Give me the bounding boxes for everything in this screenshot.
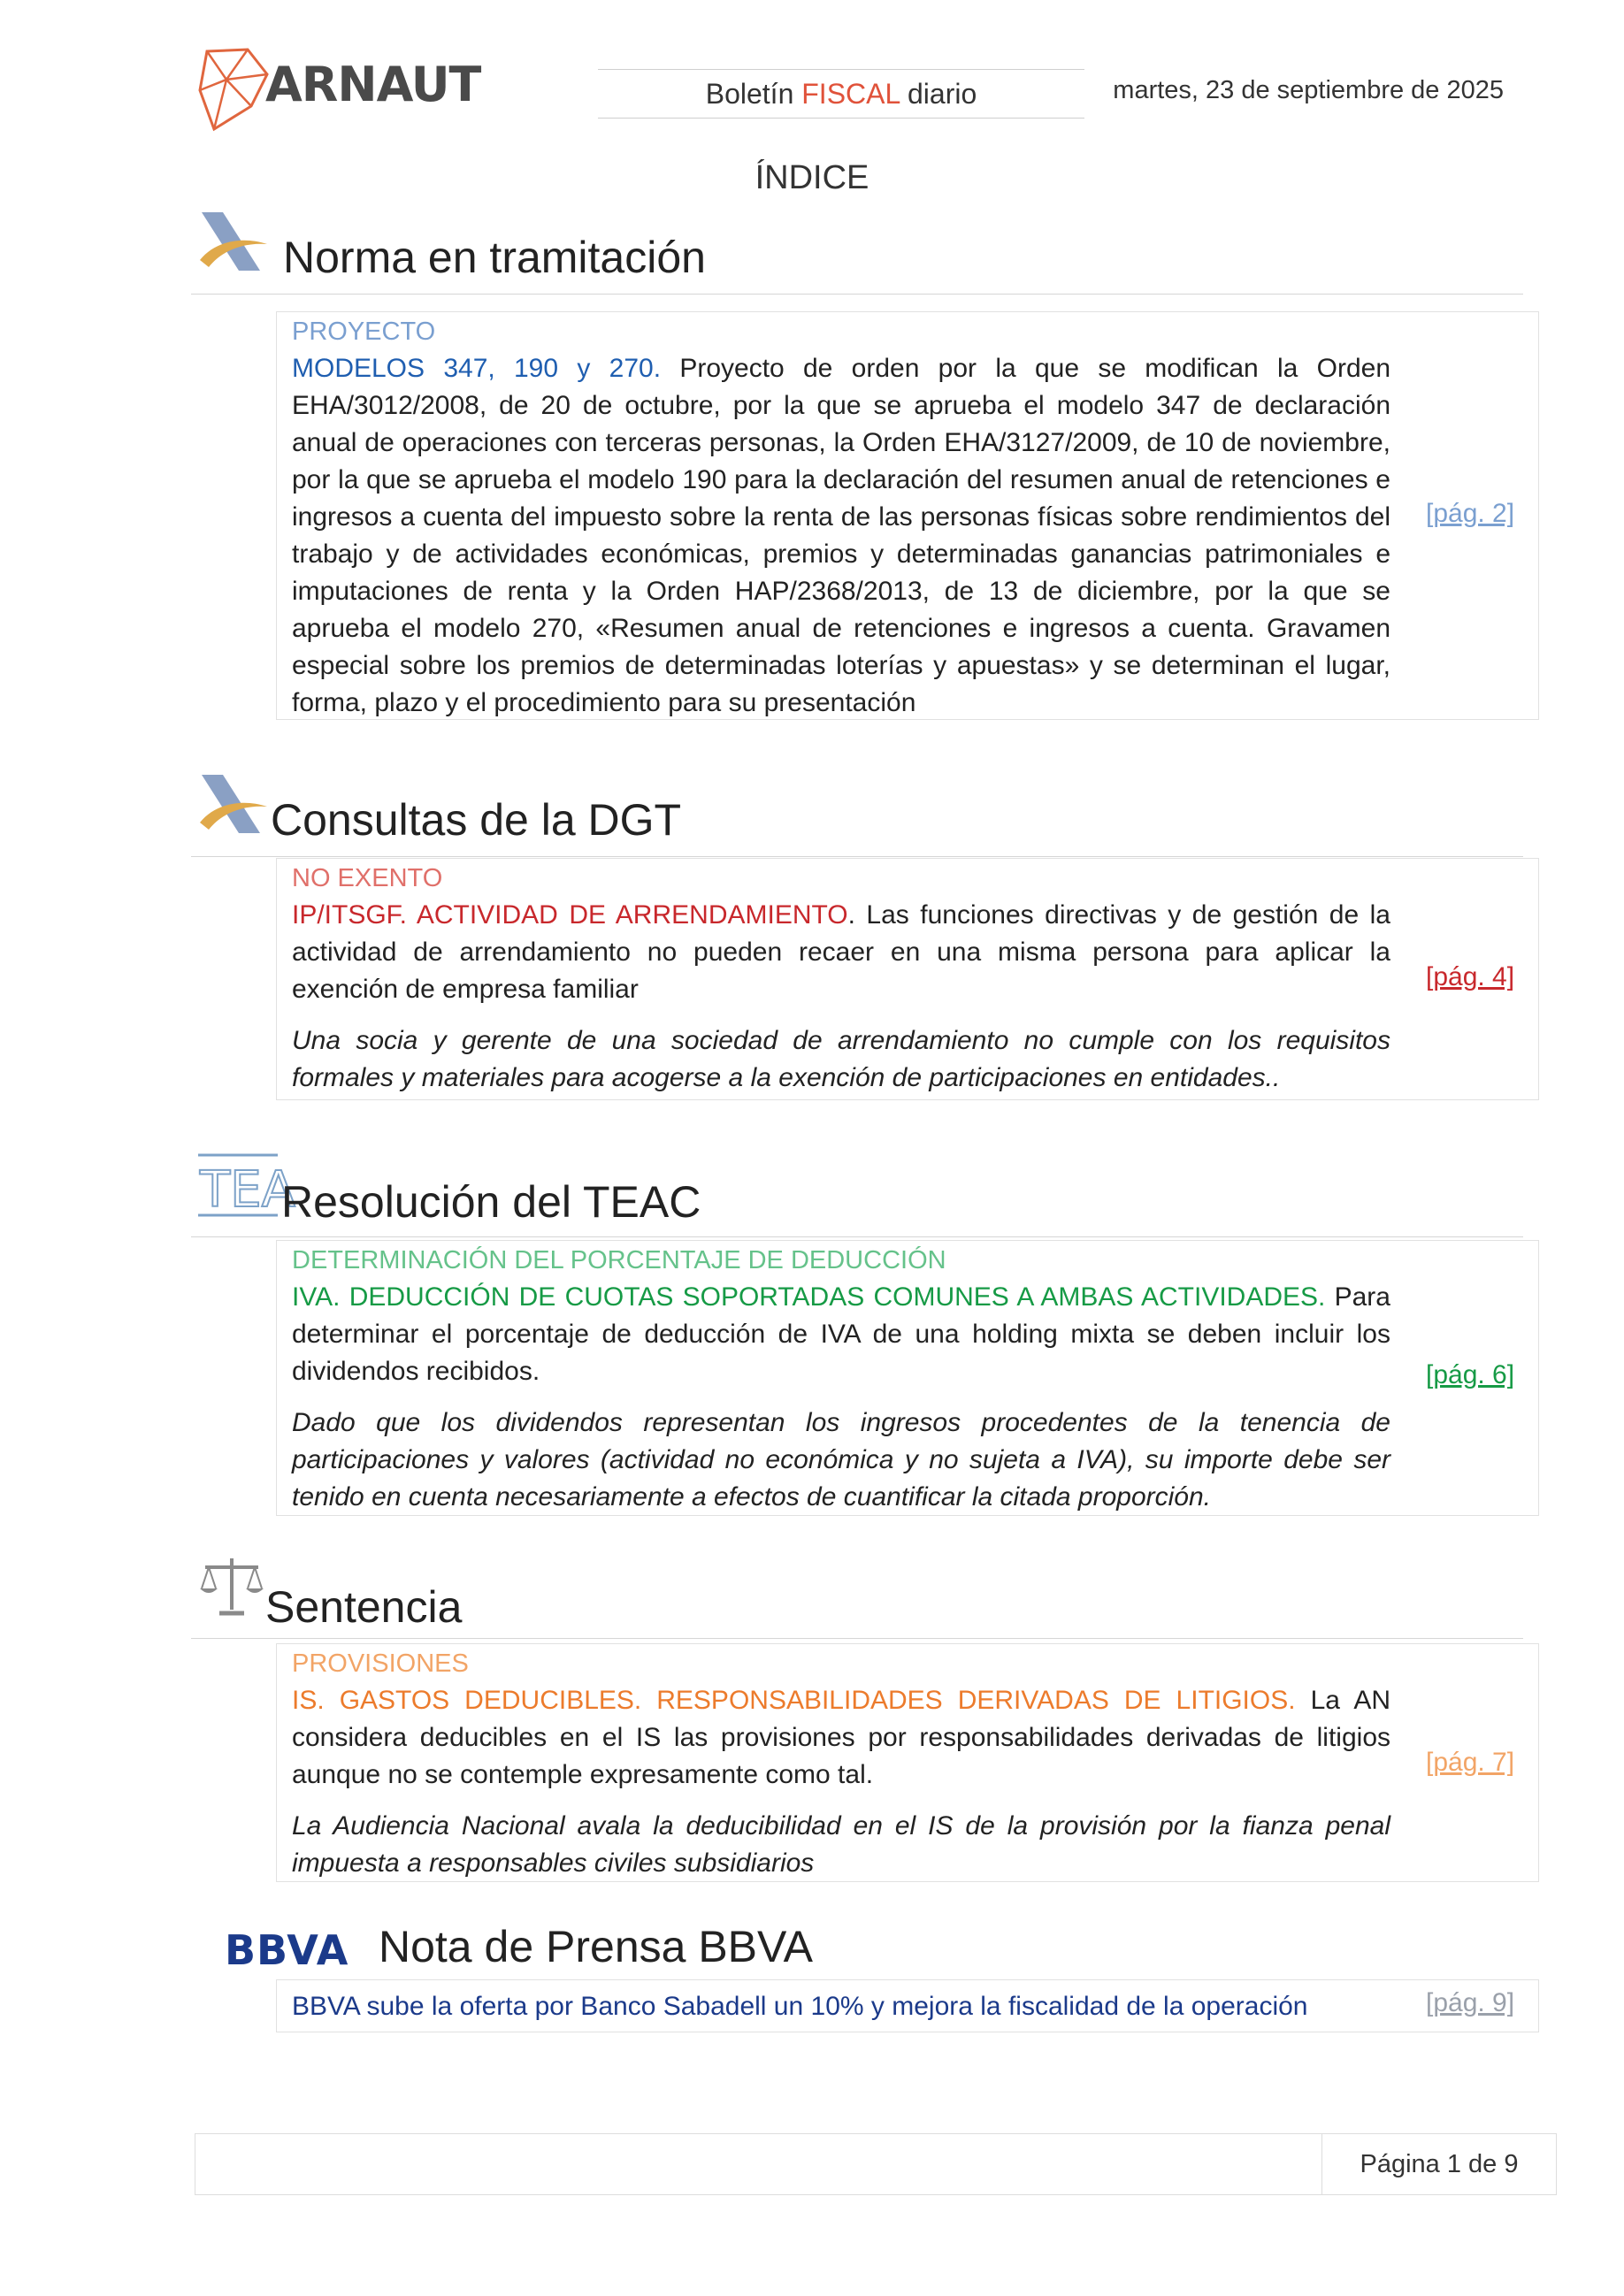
page-link[interactable]: [pág. 2] [1426,499,1515,528]
entry-body: Para determinar el porcentaje de deducción de IVA de una holding mixta se deben incluir los dividendos recibidos. [292,1282,1390,1386]
section-title-sentencia: Sentencia [265,1582,463,1632]
entry-text [292,897,1390,1008]
section-title-bbva: Nota de Prensa BBVA [379,1922,814,1971]
entry-text [292,1279,1390,1390]
entry-category: PROYECTO [292,318,436,346]
entry-lead: IP/ITSGF. ACTIVIDAD DE ARRENDAMIENTO [292,900,848,930]
entry-lead: IVA. DEDUCCIÓN DE CUOTAS SOPORTADAS COMUNES A AMBAS ACTIVIDADES. [292,1282,1326,1312]
bulletin-title [598,69,1084,119]
page-link[interactable]: [pág. 9] [1426,1988,1515,2017]
aeat-logo-icon [196,209,271,279]
entry-category: DETERMINACIÓN DEL PORCENTAJE DE DEDUCCIÓN [292,1246,946,1274]
bulletin-title-pre: Boletín [705,78,802,110]
section-title-teac: Resolución del TEAC [281,1177,701,1227]
entry-lead: MODELOS 347, 190 y 270. [292,354,662,383]
section-divider [191,1638,1523,1639]
page-link[interactable]: [pág. 6] [1426,1360,1515,1389]
page-number: Página 1 de 9 [1360,2150,1519,2178]
page-link[interactable]: [pág. 7] [1426,1748,1515,1777]
entry-lead: IS. GASTOS DEDUCIBLES. RESPONSABILIDADES DERIVADAS DE LITIGIOS. [292,1686,1296,1715]
scales-icon [198,1555,265,1625]
entry-body: Proyecto de orden por la que se modifican la Orden EHA/3012/2008, de 20 de octubre, por la que se aprueba el modelo 347 de declaración anual de operaciones con terceras personas, la Orden EHA/3127/2009, de 10 de noviembre, por la que se aprueba el modelo 190 para la declaración del resumen anual de retenciones e ingresos a cuenta del impuesto sobre la renta de las personas físicas sobre rendimientos del trabajo y de actividades económicas, premios y determinadas ganancias patrimoniales e imputaciones de renta y la Orden HAP/2368/2013, de 13 de diciembre, por la que se aprueba el modelo 270, «Resumen anual de retenciones e ingresos a cuenta. Gravamen especial sobre los premios de determinadas loterías y apuestas» y se determinan el lugar, forma, plazo y el procedimiento para su presentación [292,354,1391,717]
entry-body: La AN considera deducibles en el IS las provisiones por responsabilidades derivadas de litigios aunque no se contemple expresamente como tal. [292,1686,1390,1789]
entry-summary: Una socia y gerente de una sociedad de arrendamiento no cumple con los requisitos formales y materiales para acogerse a la exención de participaciones en entidades.. [292,1026,1390,1092]
arnaut-gem-icon [196,44,276,133]
bulletin-date: martes, 23 de septiembre de 2025 [1113,76,1504,104]
section-divider [191,294,1523,295]
aeat-logo-icon [196,771,271,841]
section-title-norma: Norma en tramitación [283,233,706,282]
entry-category: NO EXENTO [292,864,443,892]
page-link[interactable]: [pág. 4] [1426,962,1515,991]
entry-text: BBVA sube la oferta por Banco Sabadell un 10% y mejora la fiscalidad de la operación [292,1992,1308,2021]
entry-body: . Las funciones directivas y de gestión de la actividad de arrendamiento no pueden recaer en una misma persona para aplicar la exención de empresa familiar [292,900,1390,1004]
index-title: ÍNDICE [755,159,869,196]
entry-summary: La Audiencia Nacional avala la deducibilidad en el IS de la provisión por la fianza penal impuesta a responsables civiles subsidiarios [292,1811,1390,1878]
svg-text:TEA: TEA [200,1161,295,1219]
entry-text [292,1682,1390,1794]
bulletin-title-post: diario [900,78,977,110]
entry-category: PROVISIONES [292,1649,469,1678]
entry-summary: Dado que los dividendos representan los ingresos procedentes de la tenencia de participaciones y valores (actividad no económica y no sujeta a IVA), su importe debe ser tenido en cuenta necesariamente a efectos de cuantificar la citada proporción. [292,1408,1390,1512]
tea-logo-icon [196,1150,295,1225]
section-divider [191,856,1523,857]
bbva-logo: BBVA [225,1926,349,1974]
section-divider [191,1236,1523,1237]
bulletin-title-highlight: FISCAL [801,78,900,110]
entry-text [292,350,1390,722]
arnaut-logo-text: ARNAUT [265,57,481,112]
section-title-dgt: Consultas de la DGT [271,795,682,845]
